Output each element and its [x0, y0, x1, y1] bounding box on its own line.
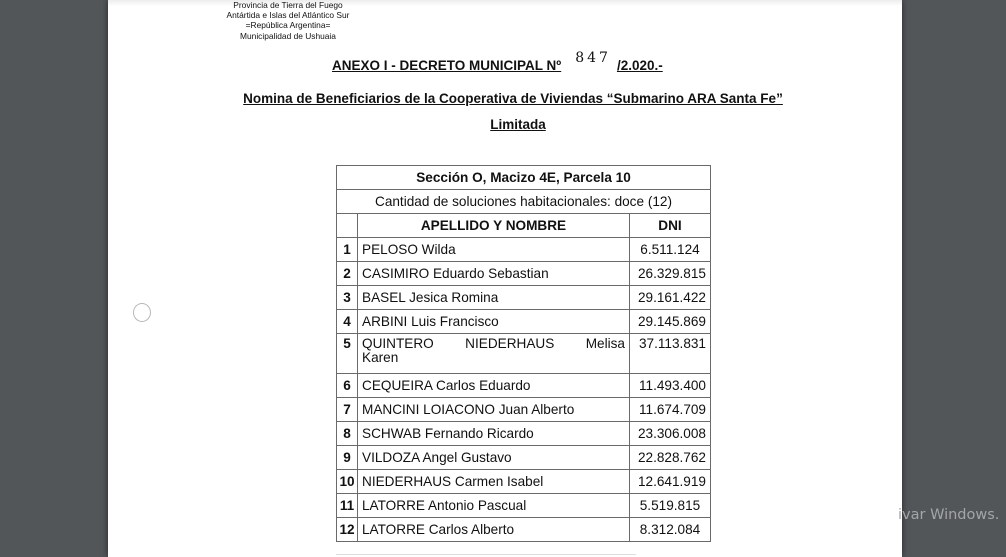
- beneficiary-dni: 11.674.709: [630, 398, 711, 422]
- beneficiary-name: LATORRE Antonio Pascual: [358, 494, 630, 518]
- quantity-row: [337, 190, 711, 214]
- section-row: [337, 166, 711, 190]
- beneficiary-dni: 29.145.869: [630, 310, 711, 334]
- name-part: NIEDERHAUS: [465, 336, 555, 351]
- row-number: 12: [337, 518, 358, 542]
- col-header-dni: DNI: [630, 214, 711, 238]
- activate-windows-watermark: ivar Windows.: [898, 507, 1000, 523]
- beneficiary-name: CEQUEIRA Carlos Eduardo: [358, 374, 630, 398]
- beneficiary-name: MANCINI LOIACONO Juan Alberto: [358, 398, 630, 422]
- col-header-name: APELLIDO Y NOMBRE: [358, 214, 630, 238]
- beneficiary-name: BASEL Jesica Romina: [358, 286, 630, 310]
- header-line: =República Argentina=: [245, 20, 331, 31]
- annex-year: /2.020.-: [616, 58, 663, 73]
- beneficiary-name: VILDOZA Angel Gustavo: [358, 446, 630, 470]
- table-row: [337, 470, 711, 494]
- beneficiary-dni: 23.306.008: [630, 422, 711, 446]
- beneficiary-name: NIEDERHAUS Carmen Isabel: [358, 470, 630, 494]
- municipality-header: [208, 0, 368, 41]
- decree-number: 847: [575, 50, 611, 66]
- table-row: [337, 398, 711, 422]
- beneficiary-dni: 22.828.762: [630, 446, 711, 470]
- beneficiary-dni: 12.641.919: [630, 470, 711, 494]
- row-number: 8: [337, 422, 358, 446]
- beneficiary-name: PELOSO Wilda: [358, 238, 630, 262]
- beneficiaries-table: [336, 165, 711, 542]
- row-number: 1: [337, 238, 358, 262]
- table-row: [337, 446, 711, 470]
- row-number: 7: [337, 398, 358, 422]
- loading-cursor-icon: [133, 303, 151, 322]
- beneficiary-name: SCHWAB Fernando Ricardo: [358, 422, 630, 446]
- header-line: Provincia de Tierra del Fuego: [233, 0, 343, 10]
- annex-prefix: ANEXO I - DECRETO MUNICIPAL Nº: [332, 58, 562, 73]
- column-header-row: [337, 214, 711, 238]
- name-line: [362, 337, 625, 351]
- beneficiary-dni: 6.511.124: [630, 238, 711, 262]
- beneficiary-dni: 11.493.400: [630, 374, 711, 398]
- table-row: [337, 518, 711, 542]
- section-label: Sección O, Macizo 4E, Parcela 10: [337, 166, 711, 190]
- row-number: 10: [337, 470, 358, 494]
- beneficiary-name: LATORRE Carlos Alberto: [358, 518, 630, 542]
- next-table-edge: [336, 554, 636, 555]
- beneficiary-dni: 37.113.831: [630, 334, 711, 374]
- beneficiary-dni: 8.312.084: [630, 518, 711, 542]
- beneficiary-dni: 5.519.815: [630, 494, 711, 518]
- row-number: 2: [337, 262, 358, 286]
- beneficiary-name: ARBINI Luis Francisco: [358, 310, 630, 334]
- table-row: [337, 334, 711, 374]
- col-header-number: [337, 214, 358, 238]
- table-row: [337, 238, 711, 262]
- row-number: 4: [337, 310, 358, 334]
- table-row: [337, 262, 711, 286]
- document-title: Nomina de Beneficiarios de la Cooperativa de Viviendas “Submarino ARA Santa Fe”: [243, 91, 783, 106]
- row-number: 11: [337, 494, 358, 518]
- beneficiary-name: CASIMIRO Eduardo Sebastian: [358, 262, 630, 286]
- row-number: 9: [337, 446, 358, 470]
- table-row: [337, 286, 711, 310]
- name-part: QUINTERO: [362, 336, 434, 351]
- beneficiary-dni: 29.161.422: [630, 286, 711, 310]
- beneficiary-name: [358, 334, 630, 374]
- table-row: [337, 374, 711, 398]
- row-number: 3: [337, 286, 358, 310]
- beneficiary-dni: 26.329.815: [630, 262, 711, 286]
- quantity-label: Cantidad de soluciones habitacionales: doce (12): [337, 190, 711, 214]
- header-line: Antártida e Islas del Atlántico Sur: [226, 10, 350, 21]
- row-number: 6: [337, 374, 358, 398]
- table-row: [337, 422, 711, 446]
- table-row: [337, 310, 711, 334]
- name-part: Melisa: [585, 336, 625, 351]
- annex-title: [332, 50, 663, 74]
- row-number: 5: [337, 334, 358, 374]
- header-line: Municipalidad de Ushuaia: [240, 30, 336, 41]
- table-row: [337, 494, 711, 518]
- document-title-cont: Limitada: [490, 117, 546, 132]
- document-page: [108, 0, 902, 557]
- name-continuation: Karen: [362, 350, 399, 365]
